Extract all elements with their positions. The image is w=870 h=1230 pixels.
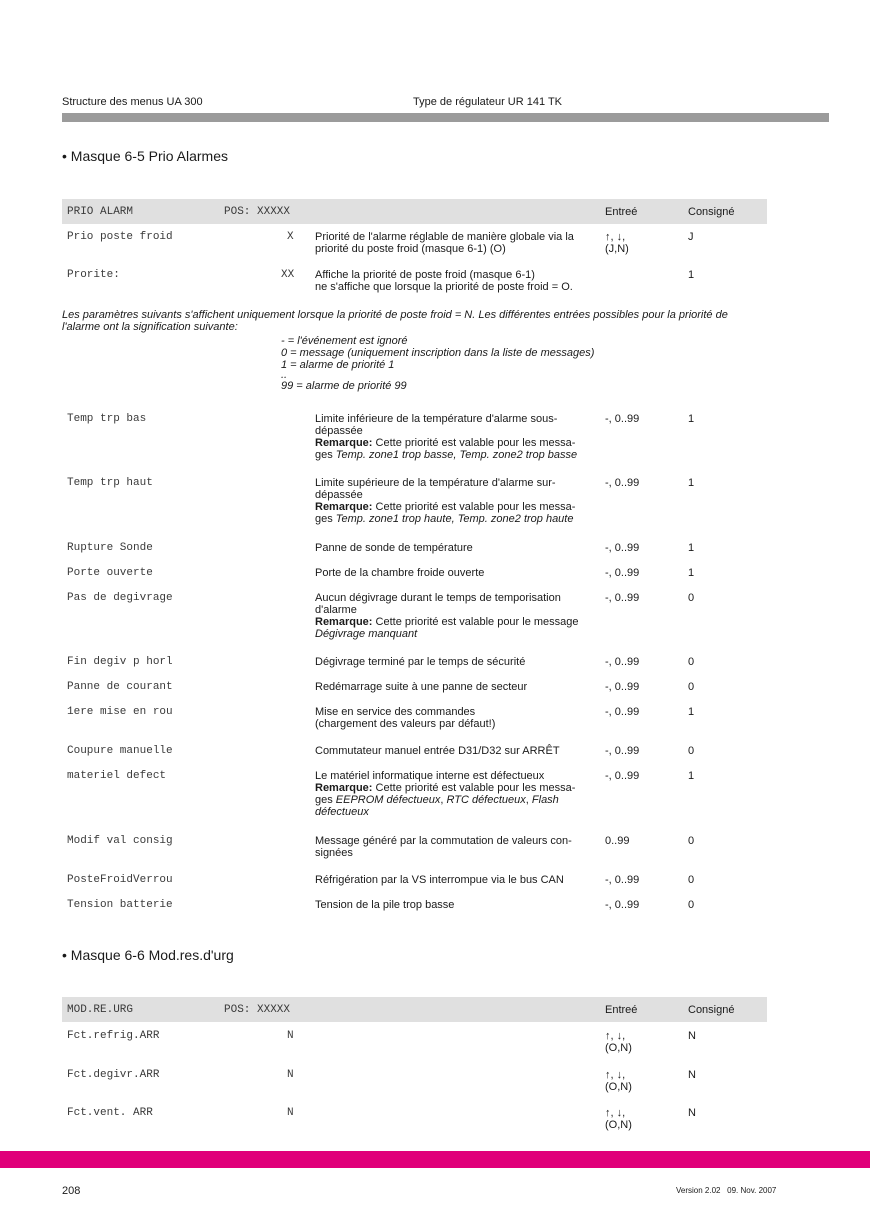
row-name: Prio poste froid <box>67 231 173 243</box>
desc-line: Message généré par la commutation de valeurs con- <box>315 835 572 847</box>
item-name: PosteFroidVerrou <box>67 874 173 886</box>
item-name: Coupure manuelle <box>67 745 173 757</box>
row-value: N <box>287 1107 294 1119</box>
item-name: Modif val consig <box>67 835 173 847</box>
desc-remark <box>315 616 579 628</box>
item-desc <box>315 770 575 818</box>
entry-arrows: ↑, ↓, <box>605 231 626 243</box>
item-entry: -, 0..99 <box>605 874 640 886</box>
section1-title <box>62 148 228 164</box>
item-entry: -, 0..99 <box>605 592 640 604</box>
entry-arrows: ↑, ↓, <box>605 1069 626 1081</box>
item-entry: -, 0..99 <box>605 567 640 579</box>
header-bar <box>62 113 829 122</box>
page-number: 208 <box>62 1185 81 1197</box>
legend-line: .. <box>281 369 288 381</box>
item-setpoint: 0 <box>688 656 695 668</box>
item-name: Temp trp haut <box>67 477 153 489</box>
item-desc: Dégivrage terminé par le temps de sécurité <box>315 656 526 668</box>
item-desc: Panne de sonde de température <box>315 542 473 554</box>
entry-arrows: ↑, ↓, <box>605 1107 626 1119</box>
item-name: materiel defect <box>67 770 167 782</box>
item-entry: -, 0..99 <box>605 413 640 425</box>
desc-line: signées <box>315 847 353 859</box>
desc-text: Cette priorité est valable pour les messa- <box>372 782 576 794</box>
row-setpoint: 1 <box>688 269 695 281</box>
item-setpoint: 0 <box>688 899 695 911</box>
item-desc: Commutateur manuel entrée D31/D32 sur ARRÊT <box>315 745 560 757</box>
desc-line: (chargement des valeurs par défaut!) <box>315 718 496 730</box>
item-name: 1ere mise en rou <box>67 706 173 718</box>
legend-line: 99 = alarme de priorité 99 <box>281 380 407 392</box>
row-desc <box>315 231 574 255</box>
bullet-icon: • <box>62 947 67 963</box>
note-line: l'alarme ont la signification suivante: <box>62 321 238 333</box>
item-setpoint: 1 <box>688 413 695 425</box>
version-info: Version 2.02 09. Nov. 2007 <box>676 1186 777 1195</box>
entry-options: (J,N) <box>605 243 629 255</box>
desc-italic: Flash <box>531 794 559 806</box>
desc-line: d'alarme <box>315 604 357 616</box>
item-entry: -, 0..99 <box>605 656 640 668</box>
desc-line <box>315 513 575 525</box>
row-name: Fct.vent. ARR <box>67 1107 153 1119</box>
desc-text: ges <box>315 513 336 525</box>
legend-line: - = l'événement est ignoré <box>281 335 408 347</box>
desc-line: ne s'affiche que lorsque la priorité de poste froid = O. <box>315 281 573 293</box>
th-c1: PRIO ALARM <box>67 206 134 218</box>
item-desc <box>315 706 495 730</box>
item-setpoint: 1 <box>688 770 695 782</box>
entry-options: (O,N) <box>605 1042 632 1054</box>
note <box>62 309 772 333</box>
row-setpoint: J <box>688 231 694 243</box>
row-entry <box>605 1030 632 1054</box>
desc-text: , <box>525 794 532 806</box>
desc-remark <box>315 501 575 513</box>
item-setpoint: 1 <box>688 706 695 718</box>
item-name: Temp trp bas <box>67 413 147 425</box>
th-c4: Entreé <box>605 1004 638 1016</box>
desc-italic: Temp. zone1 trop basse, Temp. zone2 trop basse <box>335 449 578 461</box>
header-center: Type de régulateur UR 141 TK <box>413 96 562 108</box>
table-header-mod <box>62 997 767 1022</box>
entry-options: (O,N) <box>605 1081 632 1093</box>
item-setpoint: 0 <box>688 592 695 604</box>
desc-italic: RTC défectueux <box>446 794 526 806</box>
legend-line: 1 = alarme de priorité 1 <box>281 359 395 371</box>
desc-italic: défectueux <box>315 806 369 818</box>
item-entry: -, 0..99 <box>605 681 640 693</box>
row-name: Prorite: <box>67 269 120 281</box>
row-entry <box>605 231 629 255</box>
item-name: Fin degiv p horl <box>67 656 173 668</box>
desc-text: ges <box>315 449 336 461</box>
item-setpoint: 1 <box>688 542 695 554</box>
entry-options: (O,N) <box>605 1119 632 1131</box>
footer-bar <box>0 1151 870 1168</box>
item-desc <box>315 592 579 640</box>
item-name: Tension batterie <box>67 899 173 911</box>
row-entry <box>605 1107 632 1131</box>
item-setpoint: 0 <box>688 874 695 886</box>
item-desc: Porte de la chambre froide ouverte <box>315 567 485 579</box>
desc-line: Le matériel informatique interne est défectueux <box>315 770 545 782</box>
legend-line: 0 = message (uniquement inscription dans la liste de messages) <box>281 347 595 359</box>
desc-line: dépassée <box>315 425 363 437</box>
item-name: Rupture Sonde <box>67 542 153 554</box>
row-name: Fct.refrig.ARR <box>67 1030 160 1042</box>
desc-remark <box>315 782 575 794</box>
desc-line: priorité du poste froid (masque 6-1) (O) <box>315 243 506 255</box>
desc-line: Limite inférieure de la température d'alarme sous- <box>315 413 558 425</box>
item-name: Panne de courant <box>67 681 173 693</box>
desc-italic: Temp. zone1 trop haute, Temp. zone2 trop haute <box>335 513 574 525</box>
priority-legend <box>281 335 594 392</box>
row-setpoint: N <box>688 1107 696 1119</box>
item-setpoint: 1 <box>688 477 695 489</box>
row-entry <box>605 1069 632 1093</box>
entry-arrows: ↑, ↓, <box>605 1030 626 1042</box>
row-value: X <box>287 231 294 243</box>
th-c1: MOD.RE.URG <box>67 1004 134 1016</box>
th-c4: Entreé <box>605 206 638 218</box>
item-desc <box>315 413 577 461</box>
th-c5: Consigné <box>688 1004 735 1016</box>
desc-text: , <box>440 794 447 806</box>
desc-text: ges <box>315 794 336 806</box>
note-line: Les paramètres suivants s'affichent uniquement lorsque la priorité de poste froid = N. Les différentes entrées possibles pour la priorité de <box>62 309 728 321</box>
desc-line <box>315 628 579 640</box>
table-header-prio <box>62 199 767 224</box>
desc-text: Cette priorité est valable pour les messa- <box>372 437 576 449</box>
item-entry: -, 0..99 <box>605 899 640 911</box>
item-entry: -, 0..99 <box>605 542 640 554</box>
desc-line <box>315 449 577 461</box>
item-setpoint: 0 <box>688 835 695 847</box>
desc-remark <box>315 437 577 449</box>
desc-line <box>315 806 575 818</box>
desc-italic: EEPROM défectueux <box>335 794 441 806</box>
item-name: Pas de degivrage <box>67 592 173 604</box>
desc-line <box>315 794 575 806</box>
remark-label: Remarque: <box>315 437 373 449</box>
item-entry: -, 0..99 <box>605 477 640 489</box>
item-desc <box>315 477 575 525</box>
th-c5: Consigné <box>688 206 735 218</box>
remark-label: Remarque: <box>315 501 373 513</box>
row-value: N <box>287 1030 294 1042</box>
desc-line: Limite supérieure de la température d'alarme sur- <box>315 477 556 489</box>
item-name: Porte ouverte <box>67 567 153 579</box>
desc-line: Priorité de l'alarme réglable de manière globale via la <box>315 231 574 243</box>
desc-italic: Dégivrage manquant <box>315 628 418 640</box>
header-left: Structure des menus UA 300 <box>62 96 203 108</box>
item-desc <box>315 835 572 859</box>
row-setpoint: N <box>688 1069 696 1081</box>
item-entry: -, 0..99 <box>605 770 640 782</box>
item-desc: Tension de la pile trop basse <box>315 899 455 911</box>
row-name: Fct.degivr.ARR <box>67 1069 160 1081</box>
row-desc <box>315 269 573 293</box>
th-c2: POS: XXXXX <box>224 206 291 218</box>
row-setpoint: N <box>688 1030 696 1042</box>
remark-label: Remarque: <box>315 616 373 628</box>
desc-line: Affiche la priorité de poste froid (masque 6-1) <box>315 269 535 281</box>
desc-text: Cette priorité est valable pour le message <box>372 616 579 628</box>
th-c2: POS: XXXXX <box>224 1004 291 1016</box>
section2-title <box>62 947 234 963</box>
item-setpoint: 1 <box>688 567 695 579</box>
desc-text: Cette priorité est valable pour les messa- <box>372 501 576 513</box>
remark-label: Remarque: <box>315 782 373 794</box>
section1-title-text: Masque 6-5 Prio Alarmes <box>70 148 228 164</box>
desc-line: dépassée <box>315 489 363 501</box>
item-entry: -, 0..99 <box>605 745 640 757</box>
item-desc: Redémarrage suite à une panne de secteur <box>315 681 528 693</box>
item-setpoint: 0 <box>688 681 695 693</box>
item-desc: Réfrigération par la VS interrompue via le bus CAN <box>315 874 564 886</box>
item-entry: -, 0..99 <box>605 706 640 718</box>
section2-title-text: Masque 6-6 Mod.res.d'urg <box>70 947 234 963</box>
item-entry: 0..99 <box>605 835 630 847</box>
row-value: N <box>287 1069 294 1081</box>
bullet-icon: • <box>62 148 67 164</box>
row-value: XX <box>281 269 295 281</box>
item-setpoint: 0 <box>688 745 695 757</box>
desc-line: Aucun dégivrage durant le temps de temporisation <box>315 592 561 604</box>
desc-line: Mise en service des commandes <box>315 706 476 718</box>
